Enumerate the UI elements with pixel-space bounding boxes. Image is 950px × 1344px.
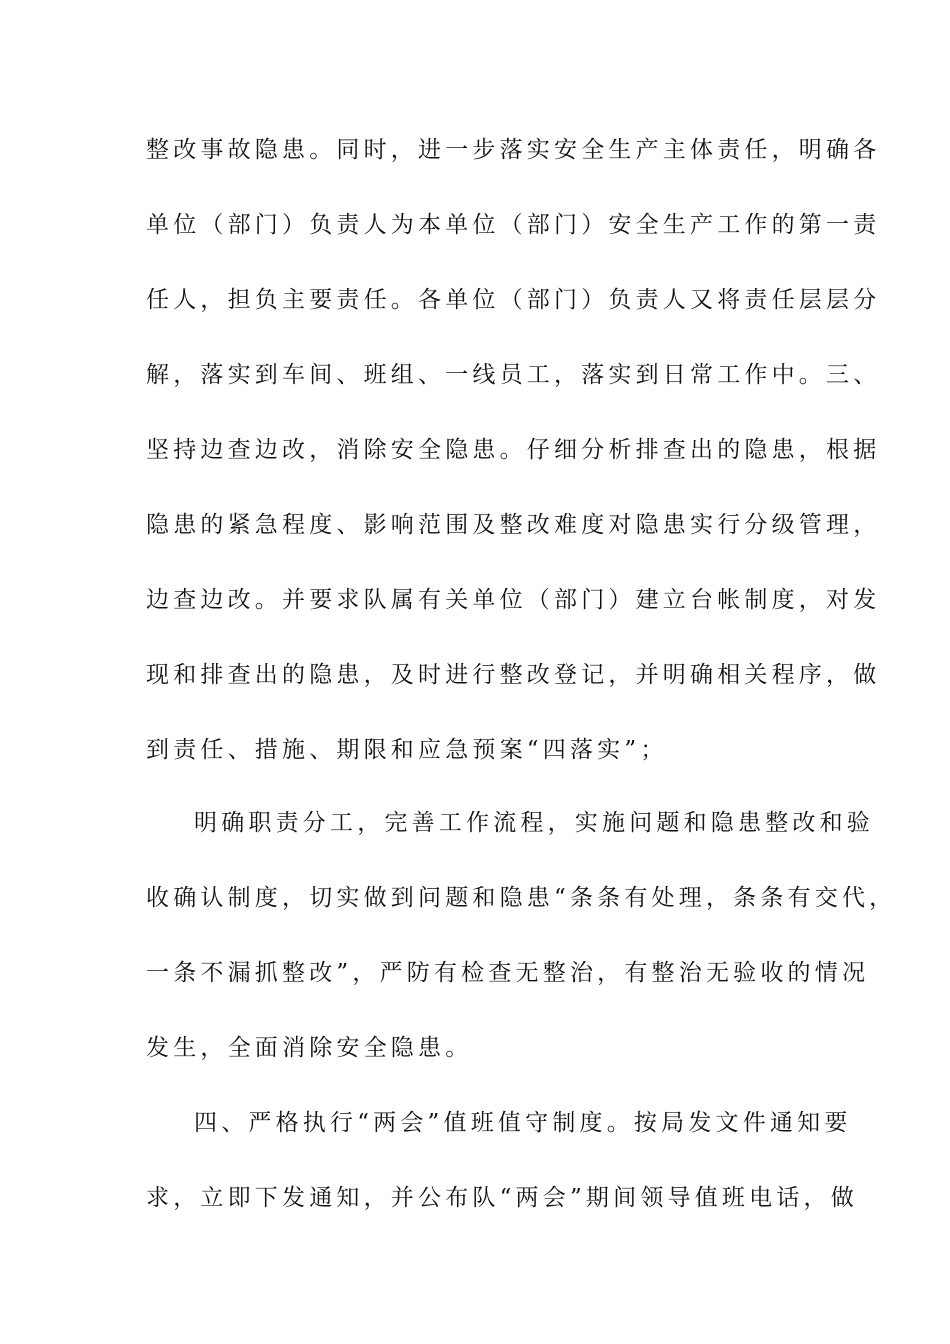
text-line: 现和排查出的隐患，及时进行整改登记，并明确相关程序，做 <box>146 662 881 688</box>
text-line: 单位（部门）负责人为本单位（部门）安全生产工作的第一责 <box>146 212 881 238</box>
text-line: 隐患的紧急程度、影响范围及整改难度对隐患实行分级管理， <box>146 512 881 538</box>
text-line: 边查边改。并要求队属有关单位（部门）建立台帐制度，对发 <box>146 587 881 613</box>
text-line: 求，立即下发通知，并公布队“两会”期间领导值班电话，做 <box>146 1185 858 1211</box>
text-line: 到责任、措施、期限和应急预案“四落实”； <box>146 737 668 763</box>
paragraph-first-line: 明确职责分工，完善工作流程，实施问题和隐患整改和验 <box>194 810 874 836</box>
text-line: 一条不漏抓整改”，严防有检查无整治，有整治无验收的情况 <box>146 960 870 986</box>
text-line: 解，落实到车间、班组、一线员工，落实到日常工作中。三、 <box>146 362 881 388</box>
text-line: 坚持边查边改，消除安全隐患。仔细分析排查出的隐患，根据 <box>146 437 881 463</box>
text-line: 收确认制度，切实做到问题和隐患“条条有处理，条条有交代， <box>146 885 897 911</box>
text-line: 发生，全面消除安全隐患。 <box>146 1035 473 1061</box>
paragraph-first-line: 四、严格执行“两会”值班值守制度。按局发文件通知要 <box>194 1110 852 1136</box>
text-line: 任人，担负主要责任。各单位（部门）负责人又将责任层层分 <box>146 287 881 313</box>
text-line: 整改事故隐患。同时，进一步落实安全生产主体责任，明确各 <box>146 137 881 163</box>
